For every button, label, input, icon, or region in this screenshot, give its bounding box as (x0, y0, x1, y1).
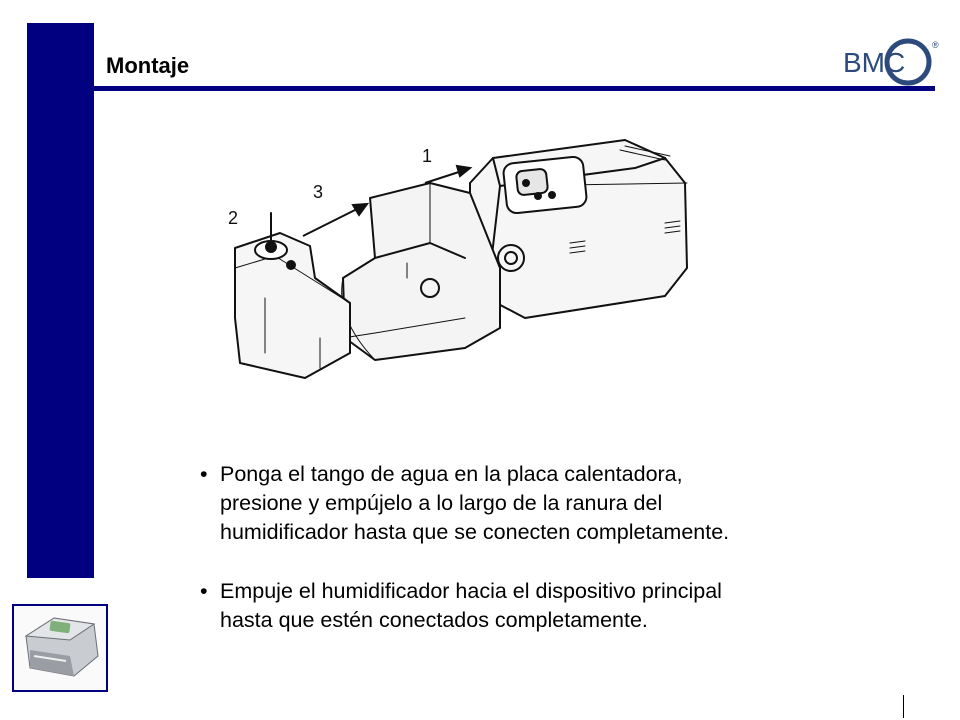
step-label-1: 1 (422, 146, 433, 166)
step-label-2: 2 (228, 208, 239, 228)
title-underline (94, 86, 935, 91)
bullet-marker: • (200, 462, 208, 486)
sidebar-bar (27, 23, 94, 578)
bullet-text: Empuje el humidificador hacia el dispositivo principal hasta que estén conectados completamente. (220, 579, 722, 632)
step-label-3: 3 (313, 182, 324, 202)
cpap-device-photo (14, 606, 106, 690)
humidifier-assembly-illustration (225, 138, 690, 383)
slide-title: Montaje (106, 53, 190, 78)
corner-divider (903, 695, 904, 718)
bullet-item (200, 460, 920, 547)
logo-text: BMC (843, 47, 906, 78)
bullet-marker: • (200, 579, 208, 603)
bullet-list (200, 460, 920, 635)
bmc-logo (840, 36, 942, 88)
bullet-text: Ponga el tango de agua en la placa calentadora, presione y empújelo a lo largo de la ranura del humidificador hasta que se conecten completamente. (220, 462, 730, 544)
logo-registered-mark: ® (932, 40, 939, 50)
device-thumbnail (12, 604, 108, 692)
bullet-item (200, 577, 920, 635)
